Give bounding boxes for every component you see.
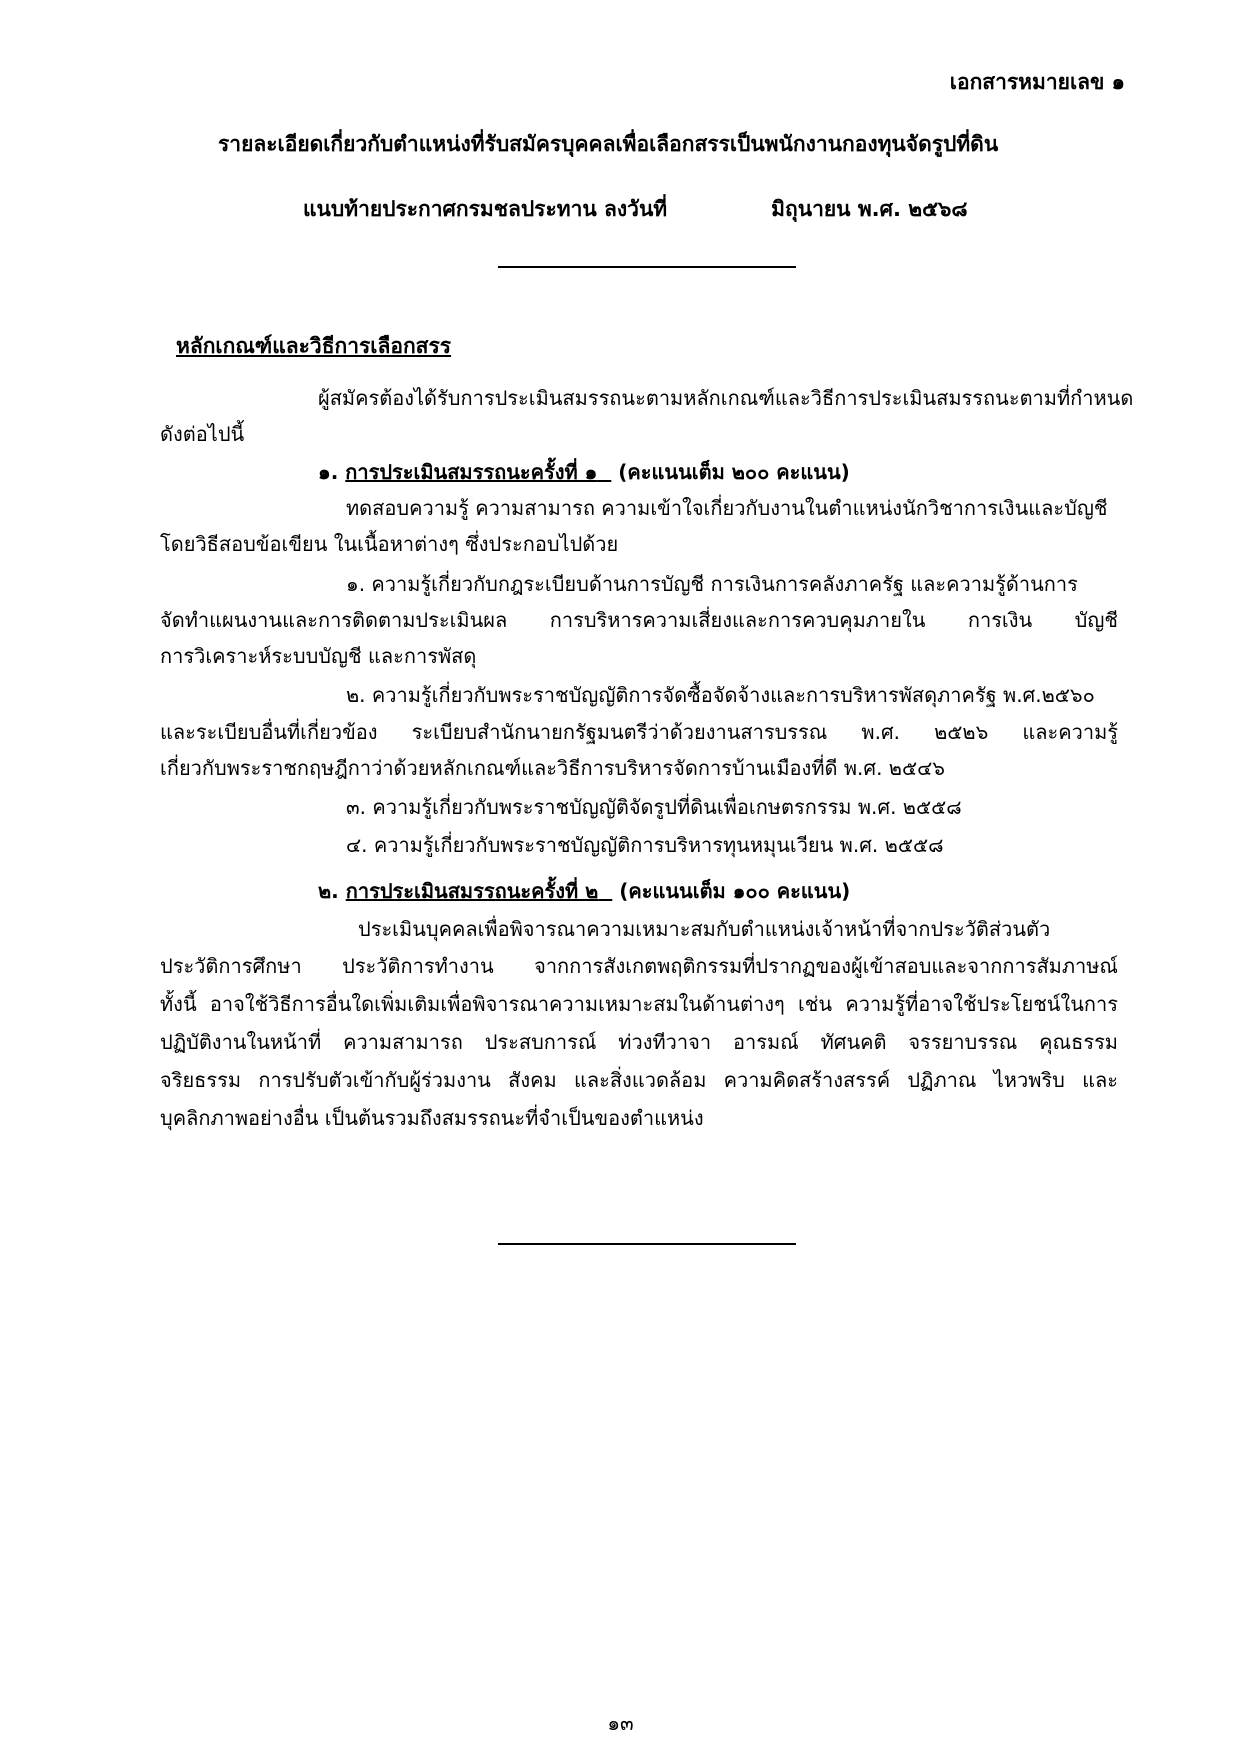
document-subtitle <box>303 193 968 226</box>
part2-line-4: ปฏิบัติงานในหน้าที่ ความสามารถ ประสบการณ์ ท่วงทีวาจา อารมณ์ ทัศนคติ จรรยาบรรณ คุณธรรม <box>160 1030 1118 1054</box>
part2-line-6: บุคลิกภาพอย่างอื่น เป็นต้นรวมถึงสมรรถนะที่จำเป็นของตำแหน่ง <box>160 1106 704 1130</box>
part2-line-5: จริยธรรม การปรับตัวเข้ากับผู้ร่วมงาน สังคม และสิ่งแวดล้อม ความคิดสร้างสรรค์ ปฏิภาณ ไหวพริบ และ <box>160 1068 1118 1092</box>
part1-score: (คะแนนเต็ม ๒๐๐ คะแนน) <box>618 460 850 484</box>
intro-line-2: ดังต่อไปนี้ <box>160 422 245 446</box>
part2-line-3: ทั้งนี้ อาจใช้วิธีการอื่นใดเพิ่มเติมเพื่อพิจารณาความเหมาะสมในด้านต่างๆ เช่น ความรู้ที่อาจใช้ประโยชน์ในการ <box>160 992 1118 1016</box>
part1-item3: ๓. ความรู้เกี่ยวกับพระราชบัญญัติจัดรูปที่ดินเพื่อเกษตรกรรม พ.ศ. ๒๕๕๘ <box>346 795 962 819</box>
part1-item4: ๔. ความรู้เกี่ยวกับพระราชบัญญัติการบริหารทุนหมุนเวียน พ.ศ. ๒๕๕๘ <box>346 833 944 857</box>
part1-heading <box>318 456 850 488</box>
part1-item2-line-3: เกี่ยวกับพระราชกฤษฎีกาว่าด้วยหลักเกณฑ์และวิธีการบริหารจัดการบ้านเมืองที่ดี พ.ศ. ๒๕๔๖ <box>160 756 945 780</box>
document-number: เอกสารหมายเลข ๑ <box>949 70 1125 94</box>
part2-heading <box>318 875 850 907</box>
intro-line-1: ผู้สมัครต้องได้รับการประเมินสมรรถนะตามหลักเกณฑ์และวิธีการประเมินสมรรถนะตามที่กำหนด <box>318 386 1134 410</box>
part1-desc-line-1: ทดสอบความรู้ ความสามารถ ความเข้าใจเกี่ยวกับงานในตำแหน่งนักวิชาการเงินและบัญชี <box>346 496 1108 520</box>
part1-item1-line-3: การวิเคราะห์ระบบบัญชี และการพัสดุ <box>160 644 477 668</box>
divider-top <box>498 266 796 268</box>
divider-bottom <box>498 1243 796 1245</box>
subtitle-announcement: แนบท้ายประกาศกรมชลประทาน ลงวันที่ <box>303 197 668 221</box>
part1-number: ๑. <box>318 460 339 484</box>
part1-item1-line-1: ๑. ความรู้เกี่ยวกับกฎระเบียบด้านการบัญชี การเงินการคลังภาครัฐ และความรู้ด้านการ <box>346 572 1078 596</box>
part1-item1-line-2: จัดทำแผนงานและการติดตามประเมินผล การบริหารความเสี่ยงและการควบคุมภายใน การเงิน บัญชี <box>160 608 1118 632</box>
part1-desc-line-2: โดยวิธีสอบข้อเขียน ในเนื้อหาต่างๆ ซึ่งประกอบไปด้วย <box>160 532 619 556</box>
document-title: รายละเอียดเกี่ยวกับตำแหน่งที่รับสมัครบุคคลเพื่อเลือกสรรเป็นพนักงานกองทุนจัดรูปที่ดิน <box>218 132 999 156</box>
part2-line-2: ประวัติการศึกษา ประวัติการทำงาน จากการสังเกตพฤติกรรมที่ปรากฏของผู้เข้าสอบและจากการสัมภาษณ์ <box>160 954 1118 978</box>
part1-item2-line-1: ๒. ความรู้เกี่ยวกับพระราชบัญญัติการจัดซื้อจัดจ้างและการบริหารพัสดุภาครัฐ พ.ศ.๒๕๖๐ <box>346 683 1095 707</box>
subtitle-date: มิถุนายน พ.ศ. ๒๕๖๘ <box>771 197 968 221</box>
part2-line-1: ประเมินบุคคลเพื่อพิจารณาความเหมาะสมกับตำแหน่งเจ้าหน้าที่จากประวัติส่วนตัว <box>358 917 1051 941</box>
part2-number: ๒. <box>318 879 339 903</box>
part1-title: การประเมินสมรรถนะครั้งที่ ๑ <box>345 460 598 484</box>
part1-item2-line-2: และระเบียบอื่นที่เกี่ยวข้อง ระเบียบสำนักนายกรัฐมนตรีว่าด้วยงานสารบรรณ พ.ศ. ๒๕๒๖ และความรู้ <box>160 720 1118 744</box>
page-number: ๑๓ <box>607 1711 634 1735</box>
part2-score: (คะแนนเต็ม ๑๐๐ คะแนน) <box>619 879 851 903</box>
part2-title: การประเมินสมรรถนะครั้งที่ ๒ <box>345 879 599 903</box>
section-heading: หลักเกณฑ์และวิธีการเลือกสรร <box>176 334 452 358</box>
